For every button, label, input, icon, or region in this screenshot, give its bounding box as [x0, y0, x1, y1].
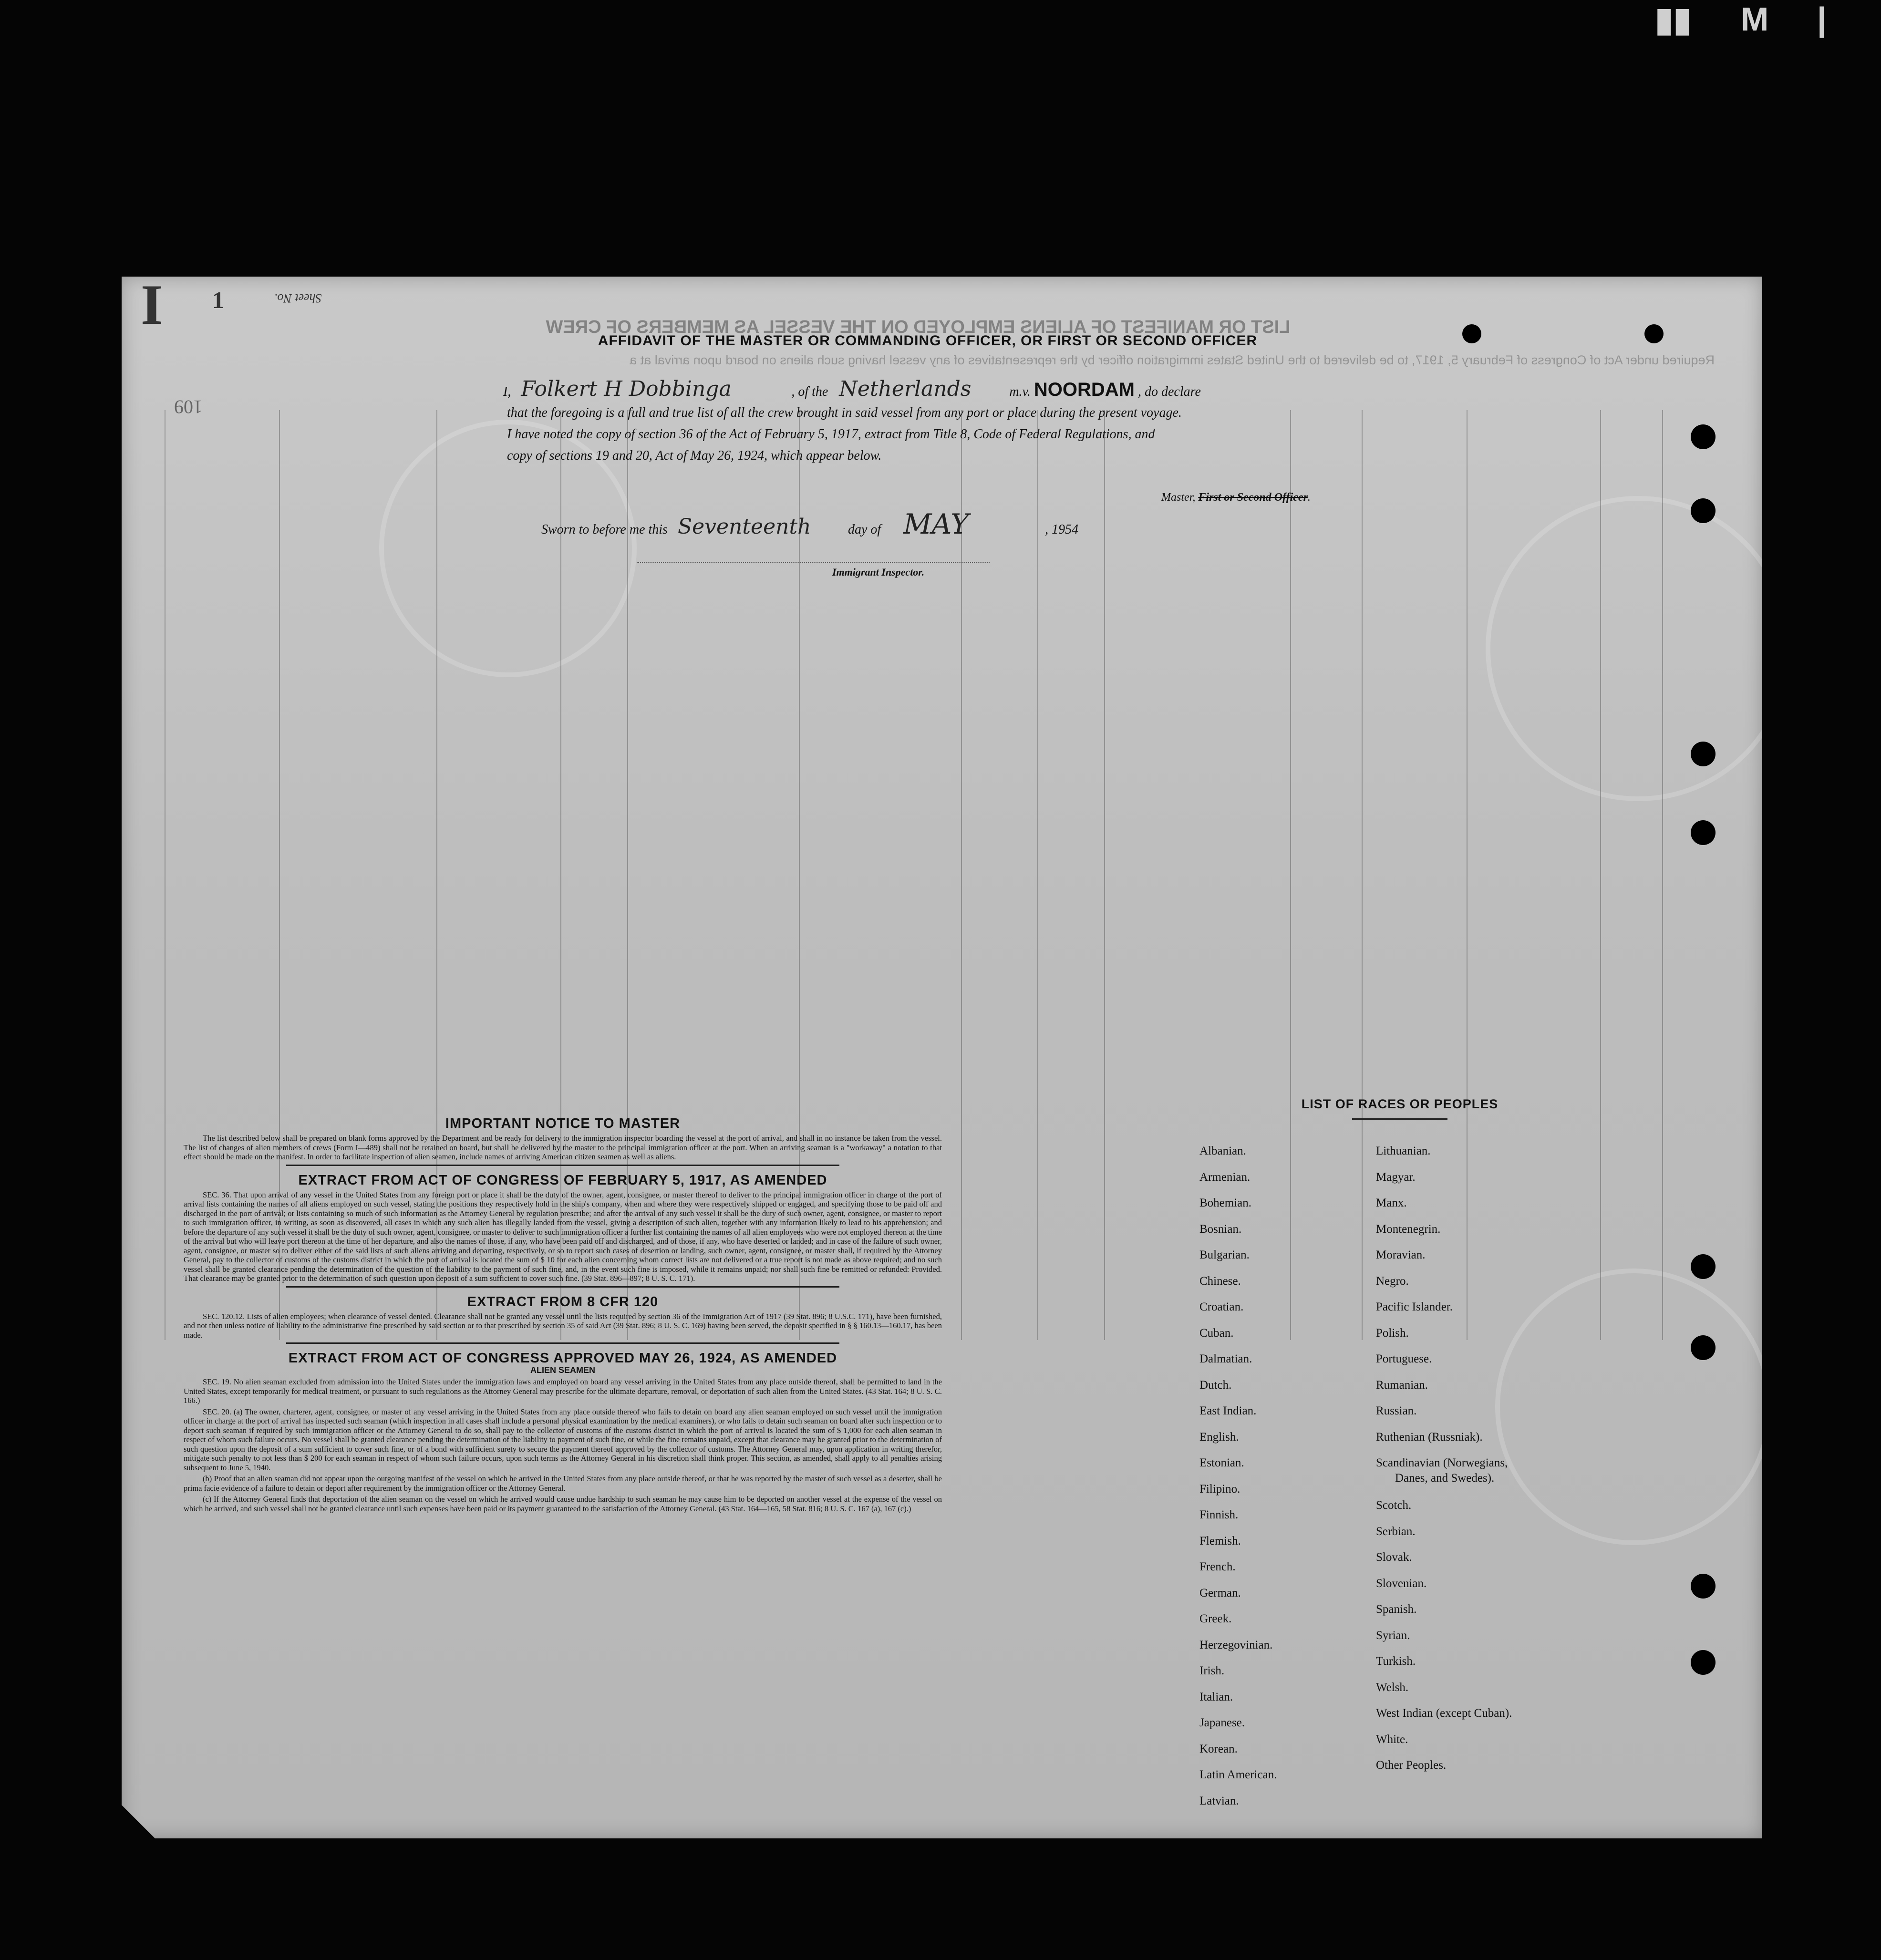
- section-divider: [286, 1165, 839, 1166]
- race-item: Serbian.: [1376, 1525, 1416, 1538]
- race-item: Scotch.: [1376, 1499, 1412, 1512]
- race-item: Italian.: [1199, 1690, 1233, 1703]
- column-rule: [1104, 410, 1105, 1340]
- bleed-stamp-lower-right: [1495, 1269, 1762, 1545]
- race-item: Manx.: [1376, 1197, 1407, 1209]
- race-item: White.: [1376, 1733, 1408, 1746]
- column-rule: [1037, 410, 1038, 1340]
- race-item: Danes, and Swedes).: [1395, 1472, 1495, 1485]
- bleed-stamp-right: [1486, 496, 1762, 801]
- punch-hole: [1691, 1335, 1716, 1360]
- punch-hole: [1691, 424, 1716, 449]
- sworn-label: Sworn to before me this: [541, 522, 668, 537]
- sworn-line: [541, 508, 1078, 540]
- race-item: East Indian.: [1199, 1404, 1257, 1417]
- race-item: Flemish.: [1199, 1534, 1241, 1547]
- race-item: Lithuanian.: [1376, 1145, 1431, 1157]
- sworn-month: MAY: [903, 508, 969, 540]
- race-item: German.: [1199, 1586, 1241, 1599]
- punch-hole: [1691, 1574, 1716, 1599]
- race-item: Dutch.: [1199, 1378, 1232, 1392]
- extract-cfr-title: EXTRACT FROM 8 CFR 120: [467, 1294, 659, 1310]
- race-item: Welsh.: [1376, 1681, 1409, 1694]
- i-label: I,: [503, 384, 511, 399]
- declaration-line-1: [503, 377, 1201, 401]
- film-mark-m: M: [1741, 0, 1769, 38]
- extract-1917-text: SEC. 36. That upon arrival of any vessel in the United States from any foreign port or place it shall be the duty of the owner, agent, consignee, or master thereof to deliver to the principal immigration officer in charge of the port of arrival lists containing the names of all aliens employed on such vessel, stating the positions they respectively hold in the ship's company, when and where they were respectively shipped or engaged, and specifying those to be paid off and discharged in the port of arrival; or lists containing so much of such information as the Attorney General by regulation prescribe; and after the arrival of any such vessel it shall be the duty of such owner, agent, consignee, or master to report to such immigration officer, in writing, as soon as discovered, all cases in which any such alien has illegally landed from the vessel, giving a description of such alien, together with any information likely to lead to his apprehension; and before the departure of any such vessel it shall be the duty of such owner, agent, consignee, or master to deliver to such immigration officer a further list containing the names of all alien employees who were not employed thereon at the time of the arrival but who will leave port thereon at the time of her departure, and also the names of those, if any, who have been paid off and discharged, and of those, if any, who have deserted or landed; and in case of the failure of such owner, agent, consignee, or master so to deliver either of the said lists of such aliens arriving and departing, respectively, or so to report such cases of desertion or landing, such owner, agent, consignee, or master shall, if required by the Attorney General, pay to the collector of customs of the customs district in which the port of arrival is located the sum of $ 10 for each alien concerning whom correct lists are not delivered or a true report is not made as above required; and no such vessel shall be granted clearance pending the determination of the question of the liability to the payment of such fine, and, in the event such fine is imposed, while it remains unpaid; nor shall such fine be remitted or refunded: Provided. That clearance may be granted prior to the determination of such question upon deposit of a sum sufficient to cover such fine. (39 Stat. 896—897; 8 U. S. C. 171).: [184, 1190, 942, 1283]
- section-divider: [286, 1286, 839, 1288]
- inspector-label: Immigrant Inspector.: [832, 566, 925, 578]
- declaration-line-2: that the foregoing is a full and true list of all the crew brought in said vessel from any port or place during the present voyage.: [507, 405, 1182, 420]
- of-the-label: , of the: [791, 384, 828, 399]
- races-list: [1185, 1097, 1614, 1807]
- column-rule: [1290, 410, 1291, 1340]
- do-declare-label: , do declare: [1138, 384, 1201, 399]
- race-item: Scandinavian (Norwegians,: [1376, 1456, 1508, 1469]
- struck-officer-label: First or Second Officer: [1198, 491, 1308, 504]
- vessel-prefix: m.v.: [1009, 384, 1031, 399]
- declaration-line-4: copy of sections 19 and 20, Act of May 26, 1924, which appear below.: [507, 448, 882, 463]
- extract-1924-sec19: SEC. 19. No alien seaman excluded from admission into the United States under the immigration laws and employed on board any vessel arriving in the United States from any place outside thereof, shall be permitted to land in the United States, except temporarily for medical treatment, or pursuant to such regulations as the Attorney General may prescribe for the ultimate departure, removal, or deportation of such alien from the United States. (43 Stat. 164; 8 U. S. C. 166.): [184, 1377, 942, 1405]
- race-item: English.: [1199, 1430, 1239, 1444]
- punch-hole: [1691, 498, 1716, 523]
- punch-hole: [1644, 324, 1664, 343]
- folded-corner: [122, 1805, 155, 1838]
- punch-hole: [1691, 1650, 1716, 1675]
- punch-hole: [1691, 820, 1716, 845]
- races-right-column: [1376, 1145, 1512, 1785]
- race-item: Japanese.: [1199, 1716, 1245, 1729]
- manifest-sheet: [122, 277, 1762, 1838]
- race-item: French.: [1199, 1560, 1236, 1573]
- race-item: Moravian.: [1376, 1248, 1426, 1261]
- punch-hole: [1462, 324, 1481, 343]
- race-item: Filipino.: [1199, 1482, 1240, 1496]
- sheet-no-label: Sheet No.: [274, 291, 322, 305]
- notice-title: IMPORTANT NOTICE TO MASTER: [445, 1116, 681, 1131]
- race-item: Bulgarian.: [1199, 1248, 1250, 1261]
- extract-1924-subtitle: ALIEN SEAMEN: [530, 1365, 595, 1375]
- race-item: Latvian.: [1199, 1794, 1239, 1807]
- race-item: Magyar.: [1376, 1170, 1416, 1184]
- race-item: Korean.: [1199, 1742, 1238, 1755]
- races-title: LIST OF RACES OR PEOPLES: [1301, 1097, 1499, 1111]
- races-title-underline: [1352, 1118, 1447, 1120]
- extract-1924-sec20c: (c) If the Attorney General finds that deportation of the alien seaman on the vessel on which he arrived would cause undue hardship to such seaman he may cause him to be deported on another vessel at the expense of the vessel on which he arrived, and such vessel shall not be granted clearance until such expenses have been paid or its payment guaranteed to the satisfaction of the Attorney General. (43 Stat. 164—165, 58 Stat. 816; 8 U. S. C. 167 (a), 167 (c).): [184, 1495, 942, 1513]
- sheet-no-value: 1: [212, 287, 224, 313]
- race-item: Spanish.: [1376, 1603, 1417, 1616]
- column-rule: [1362, 410, 1363, 1340]
- race-item: Montenegrin.: [1376, 1222, 1441, 1236]
- required-text-bleedthrough: Required under Act of Congress of February 5, 1917, to be delivered to the United States immigration officer by the representatives of any vessel having such aliens on board upon arrival at a: [630, 353, 1715, 367]
- column-rule: [1600, 410, 1601, 1340]
- page-mark: I: [141, 277, 163, 336]
- legal-notice-block: [184, 1116, 942, 1517]
- film-mark-left: ▮▮: [1655, 1, 1692, 38]
- section-divider: [286, 1342, 839, 1344]
- race-item: Dalmatian.: [1199, 1352, 1252, 1365]
- race-item: Russian.: [1376, 1404, 1417, 1417]
- race-item: Estonian.: [1199, 1456, 1244, 1469]
- inspector-signature-line: [637, 562, 990, 563]
- race-item: Bosnian.: [1199, 1222, 1242, 1236]
- race-item: Albanian.: [1199, 1145, 1246, 1157]
- race-item: Negro.: [1376, 1274, 1409, 1288]
- master-name: Folkert H Dobbinga: [521, 377, 732, 401]
- race-item: Syrian.: [1376, 1629, 1410, 1642]
- race-item: Rumanian.: [1376, 1378, 1428, 1392]
- race-item: Armenian.: [1199, 1170, 1251, 1184]
- race-item: Greek.: [1199, 1612, 1232, 1625]
- country-name: Netherlands: [839, 377, 972, 401]
- punch-hole: [1691, 1254, 1716, 1279]
- affidavit-title: AFFIDAVIT OF THE MASTER OR COMMANDING OFFICER, OR FIRST OR SECOND OFFICER: [598, 333, 1258, 349]
- races-left-column: [1199, 1145, 1277, 1820]
- race-item: Bohemian.: [1199, 1197, 1252, 1209]
- race-item: Portuguese.: [1376, 1352, 1432, 1365]
- race-item: Latin American.: [1199, 1768, 1277, 1781]
- extract-1917-title: EXTRACT FROM ACT OF CONGRESS OF FEBRUARY 5, 1917, AS AMENDED: [298, 1172, 827, 1188]
- race-item: Chinese.: [1199, 1274, 1241, 1288]
- extract-cfr-text: SEC. 120.12. Lists of alien employees; when clearance of vessel denied. Clearance shall not be granted any vessel until the lists required by section 36 of the Immigration Act of 1917 (39 Stat. 896; 8 U.S.C. 171), have been furnished, and not then unless notice of liability to the administrative fine prescribed by said section or to that prescribed by section 35 of said Act (39 Stat. 896; 8 U. S. C. 169) having been served, the deposit specified in § § 160.13—160.17, has been made.: [184, 1311, 942, 1340]
- declaration-line-3: I have noted the copy of section 36 of the Act of February 5, 1917, extract from Title 8, Code of Federal Regulations, and: [507, 427, 1155, 442]
- race-item: Croatian.: [1199, 1300, 1244, 1313]
- column-rule: [961, 410, 962, 1340]
- race-item: Polish.: [1376, 1326, 1409, 1340]
- race-item: Irish.: [1199, 1664, 1225, 1677]
- stamp-number: 109: [174, 396, 203, 418]
- film-mark-bar: |: [1817, 0, 1827, 38]
- notice-text: The list described below shall be prepared on blank forms approved by the Department and be ready for delivery to the immigration inspector boarding the vessel at the port of arrival, and shall in no instance be taken from the vessel. The list of changes of alien members of crews (Form I—489) shall not be retained on board, but shall be delivered by the master to the principal immigration officer at the port. When an arriving seaman is a "workaway" a notation to that effect should be made on the manifest. In order to facilitate inspection of alien seamen, include names of arriving American citizen seamen as well as aliens.: [184, 1134, 942, 1161]
- race-item: Slovak.: [1376, 1551, 1412, 1564]
- race-item: Ruthenian (Russniak).: [1376, 1430, 1483, 1444]
- day-of-label: day of: [847, 522, 881, 537]
- extract-1924-sec20b: (b) Proof that an alien seaman did not appear upon the outgoing manifest of the vessel on which he arrived in the United States from any place outside thereof, or that he was reported by the master of such vessel as a deserter, shall be prima facie evidence of a failure to detain or deport after requirement by the immigration officer or the Attorney General.: [184, 1474, 942, 1493]
- list-title-bleedthrough: LIST OR MANIFEST OF ALIENS EMPLOYED ON THE VESSEL AS MEMBERS OF CREW: [546, 317, 1291, 337]
- race-item: Other Peoples.: [1376, 1759, 1447, 1772]
- race-item: Cuban.: [1199, 1326, 1234, 1340]
- master-label: Master,: [1161, 491, 1196, 504]
- race-item: Pacific Islander.: [1376, 1300, 1453, 1313]
- sworn-day: Seventeenth: [677, 515, 811, 539]
- punch-hole: [1691, 742, 1716, 766]
- race-item: West Indian (except Cuban).: [1376, 1707, 1512, 1720]
- race-item: Herzegovinian.: [1199, 1638, 1273, 1651]
- race-item: Finnish.: [1199, 1508, 1239, 1521]
- extract-1924-title: EXTRACT FROM ACT OF CONGRESS APPROVED MAY 26, 1924, AS AMENDED: [288, 1351, 837, 1366]
- vessel-name: NOORDAM: [1034, 379, 1135, 400]
- race-item: Turkish.: [1376, 1655, 1416, 1668]
- sworn-year: , 1954: [1045, 522, 1079, 537]
- master-title-line: Master, First or Second Officer.: [1161, 491, 1311, 504]
- column-rule: [1662, 410, 1663, 1340]
- extract-1924-sec20a: SEC. 20. (a) The owner, charterer, agent, consignee, or master of any vessel arriving in the United States from any place outside thereof who fails to detain on board any alien seaman employed on such vessel until the immigration officer in charge at the port of arrival has inspected such seaman (which inspection in all cases shall include a personal physical examination by the medical examiners), or who fails to detain such seaman on board after such inspection or to deport such seaman if required by such immigration officer or the Attorney General to do so, shall pay to the collector of customs of the customs district in which the port of arrival is located the sum of $ 1,000 for each alien seaman in respect of whom such failure occurs. No vessel shall be granted clearance pending the determination of the liability to payment of such fine, or while the fine remains unpaid, except that clearance may be granted prior to the determination of such question upon the deposit of a sum sufficient to cover such fine, or of a bond with sufficient surety to secure the payment thereof approved by the collector of customs. The Attorney General may, upon application in writing therefor, mitigate such penalty to not less than $ 200 for each seaman in respect of whom such failure occurs, upon such terms as the Attorney General in his discretion shall think proper. This section, as amended, shall apply to all penalties arising subsequent to June 5, 1940.: [184, 1407, 942, 1472]
- race-item: Slovenian.: [1376, 1577, 1427, 1590]
